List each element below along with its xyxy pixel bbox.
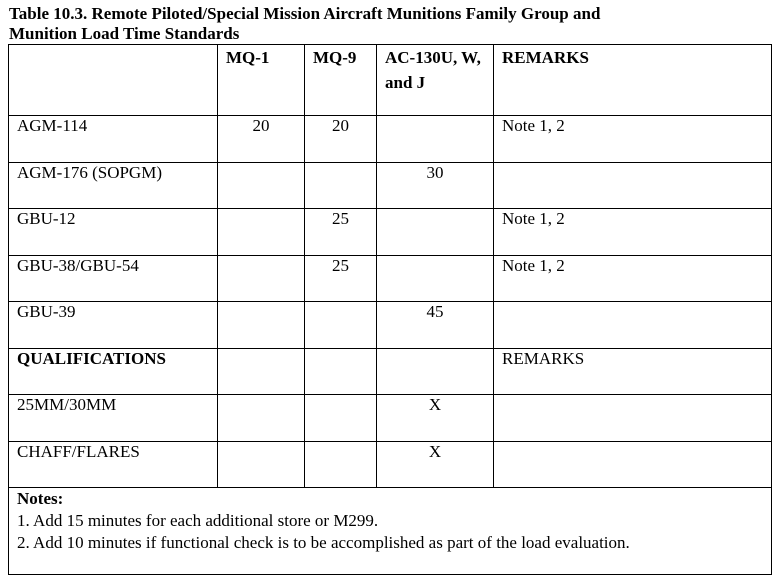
cell-mq9 [305,441,377,488]
cell-remarks [494,162,772,209]
table-row [9,116,772,163]
note-item: 2. Add 10 minutes if functional check is to be accomplished as part of the load evaluation. [17,533,630,552]
cell-mq1 [218,395,305,442]
cell-ac130: X [377,395,494,442]
qualifications-header-row [9,348,772,395]
cell-remarks: Note 1, 2 [494,255,772,302]
header-cell-blank [9,45,218,116]
table-row [9,209,772,256]
cell-mq1: 20 [218,116,305,163]
table-caption [9,4,769,44]
cell-mq9 [305,348,377,395]
cell-mq9: 25 [305,255,377,302]
row-label: GBU-39 [9,302,218,349]
cell-mq9: 20 [305,116,377,163]
cell-remarks: Note 1, 2 [494,209,772,256]
cell-ac130 [377,348,494,395]
table-row [9,441,772,488]
cell-ac130: X [377,441,494,488]
notes-title: Notes: [17,489,64,508]
qualifications-remarks-label: REMARKS [494,348,772,395]
header-cell-mq9: MQ-9 [305,45,377,116]
cell-mq1 [218,441,305,488]
header-cell-mq1: MQ-1 [218,45,305,116]
row-label: 25MM/30MM [9,395,218,442]
table-row [9,162,772,209]
cell-mq1 [218,209,305,256]
cell-mq9 [305,395,377,442]
table-row [9,395,772,442]
row-label: GBU-38/GBU-54 [9,255,218,302]
cell-ac130 [377,116,494,163]
cell-mq9 [305,162,377,209]
caption-line-1: Table 10.3. Remote Piloted/Special Mission Aircraft Munitions Family Group and [9,4,601,23]
cell-mq1 [218,162,305,209]
cell-mq1 [218,302,305,349]
cell-ac130: 30 [377,162,494,209]
cell-remarks [494,302,772,349]
note-item: 1. Add 15 minutes for each additional store or M299. [17,511,379,530]
table-row [9,302,772,349]
cell-mq1 [218,255,305,302]
header-cell-ac130: AC-130U, W, and J [377,45,494,116]
cell-mq9: 25 [305,209,377,256]
qualifications-label: QUALIFICATIONS [9,348,218,395]
cell-remarks [494,441,772,488]
cell-ac130: 45 [377,302,494,349]
cell-mq9 [305,302,377,349]
cell-remarks: Note 1, 2 [494,116,772,163]
cell-mq1 [218,348,305,395]
munitions-load-time-table [8,44,772,575]
cell-ac130 [377,255,494,302]
table-row [9,255,772,302]
row-label: GBU-12 [9,209,218,256]
notes-row [9,488,772,575]
caption-line-2: Munition Load Time Standards [9,24,240,43]
row-label: AGM-176 (SOPGM) [9,162,218,209]
row-label: CHAFF/FLARES [9,441,218,488]
cell-ac130 [377,209,494,256]
row-label: AGM-114 [9,116,218,163]
notes-cell [9,488,772,575]
cell-remarks [494,395,772,442]
table-header-row [9,45,772,116]
header-cell-remarks: REMARKS [494,45,772,116]
